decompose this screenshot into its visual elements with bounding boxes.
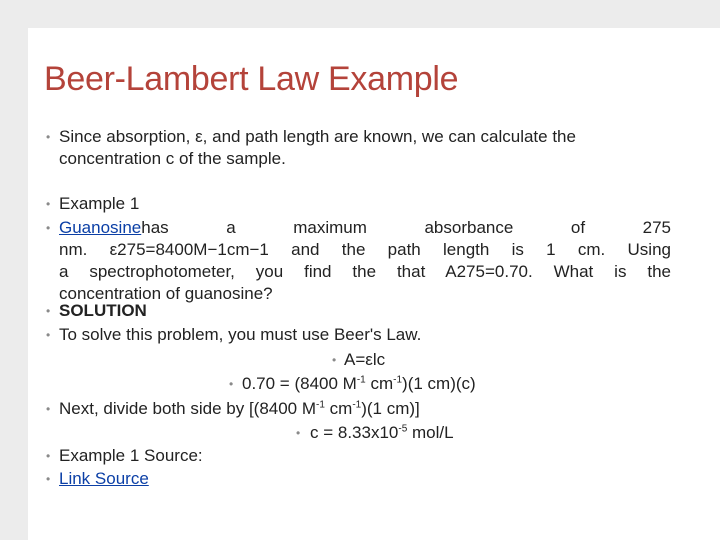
equation-right: )(1 cm)(c)	[402, 374, 476, 393]
bullet-dot: •	[46, 130, 51, 144]
intro-line-1: Since absorption, ε, and path length are known, we can calculate the	[59, 127, 576, 146]
result-exp: -5	[398, 423, 408, 435]
example-line-3: a spectrophotometer, you find the that A275=0.70. What is the	[59, 262, 671, 281]
bullet-dot: •	[229, 377, 234, 391]
intro-line-2: concentration c of the sample.	[59, 149, 286, 168]
bullet-dot: •	[46, 402, 51, 416]
bullet-dot: •	[46, 472, 51, 486]
bullet-dot: •	[46, 221, 51, 235]
example-line-1-rest: has a maximum absorbance of 275	[141, 218, 671, 237]
divide-left: Next, divide both side by [(8400 M	[59, 399, 317, 418]
beer-law-formula: A=εlc	[344, 350, 386, 369]
bullet-dot: •	[46, 304, 51, 318]
bullet-dot: •	[46, 328, 51, 342]
divide-exp-2: -1	[352, 399, 362, 411]
example-paragraph	[59, 217, 671, 305]
equation-mid: cm	[365, 374, 394, 393]
divide-line	[59, 398, 420, 420]
example-line-1	[59, 217, 671, 239]
result-left: c = 8.33x10	[310, 423, 399, 442]
equation-exp-1: -1	[356, 374, 366, 386]
equation-line	[242, 373, 476, 395]
intro-text	[59, 126, 699, 170]
slide	[28, 28, 720, 540]
equation-left: 0.70 = (8400 M	[242, 374, 357, 393]
solve-text: To solve this problem, you must use Beer's Law.	[59, 325, 422, 344]
solution-heading: SOLUTION	[59, 301, 147, 320]
slide-title: Beer-Lambert Law Example	[44, 60, 459, 98]
bullet-dot: •	[296, 426, 301, 440]
divide-right: )(1 cm)]	[361, 399, 420, 418]
example-heading: Example 1	[59, 194, 140, 213]
bullet-dot: •	[46, 197, 51, 211]
result-right: mol/L	[407, 423, 454, 442]
example-line-4: concentration of guanosine?	[59, 284, 273, 303]
bullet-dot: •	[332, 353, 337, 367]
example-line-2: nm. ε275=8400M−1cm−1 and the path length is 1 cm. Using	[59, 240, 671, 259]
equation-exp-2: -1	[393, 374, 403, 386]
divide-mid: cm	[324, 399, 353, 418]
divide-exp-1: -1	[316, 399, 325, 411]
bullet-dot: •	[46, 449, 51, 463]
result-line	[310, 422, 454, 444]
link-source[interactable]: Link Source	[59, 469, 149, 488]
guanosine-link[interactable]: Guanosine	[59, 218, 142, 237]
source-label: Example 1 Source:	[59, 446, 203, 465]
